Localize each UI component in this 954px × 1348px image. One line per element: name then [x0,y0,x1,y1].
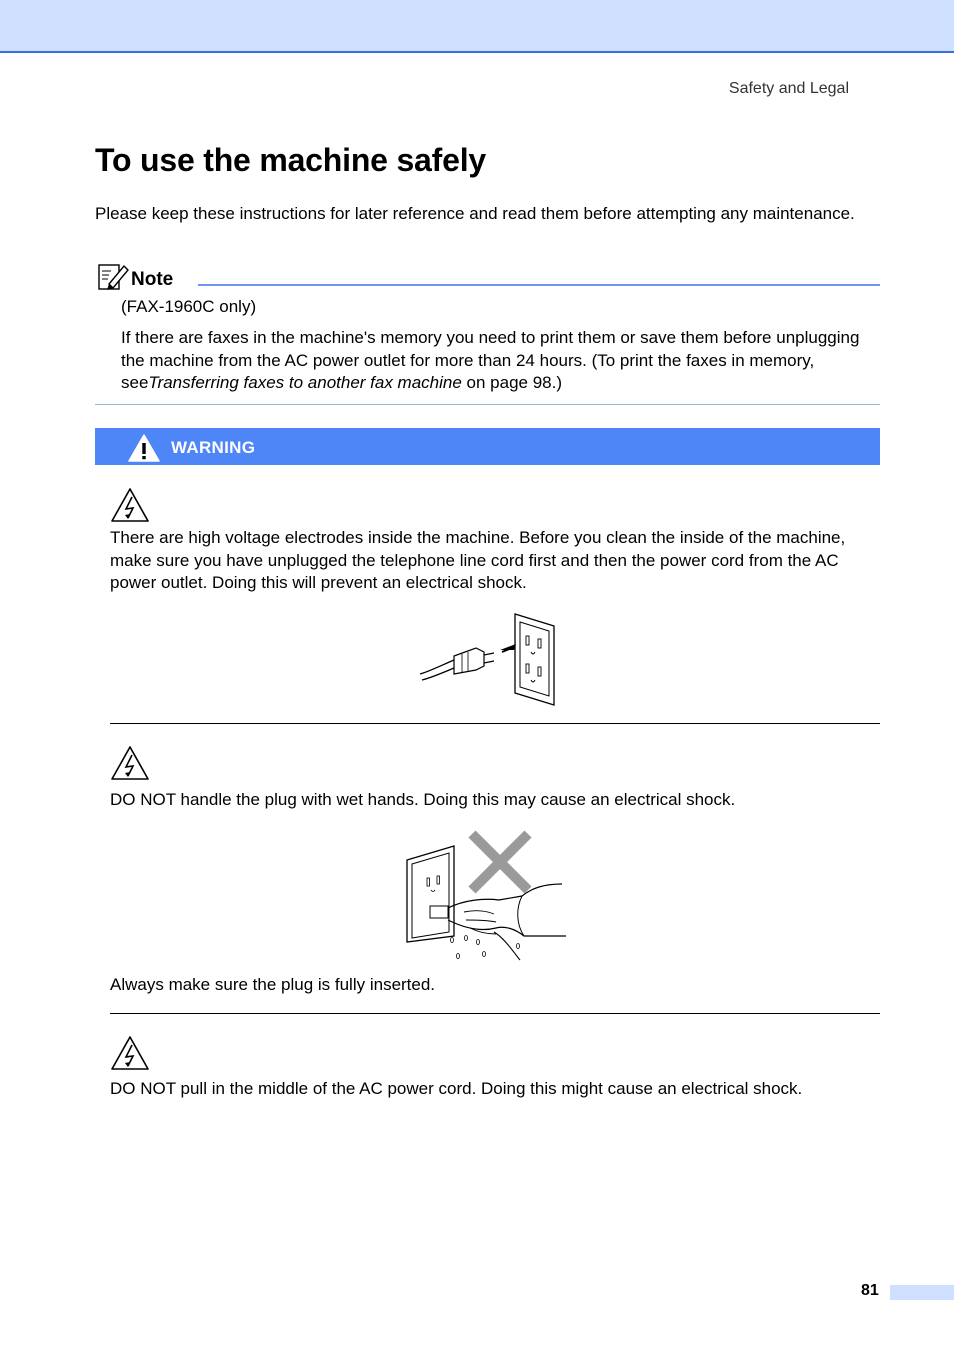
page-number: 81 [861,1282,879,1299]
running-head: Safety and Legal [728,80,849,97]
note-label: Note [131,269,174,290]
warning-exclamation-icon [127,433,161,463]
section-1-text: There are high voltage electrodes inside the machine. Before you clean the inside of the machine, make sure you have unplugged the telephone line cord first and then the power cord from the AC power outlet. Doing this will prevent an electrical shock. [110,528,846,592]
page-number-tab [890,1285,954,1300]
note-text-after: on page 98.) [461,373,563,392]
section-divider-1 [110,723,880,724]
section-2-text: DO NOT handle the plug with wet hands. Doing this may cause an electrical shock. [110,790,736,809]
high-voltage-icon [110,487,150,523]
note-pencil-icon [97,262,129,292]
high-voltage-icon [110,1035,150,1071]
top-band [0,0,954,53]
note-model: (FAX-1960C only) [121,297,257,316]
section-3-text: DO NOT pull in the middle of the AC power cord. Doing this might cause an electrical shock. [110,1079,803,1098]
warning-label: WARNING [171,438,256,457]
note-divider-top [198,284,880,286]
page-title: To use the machine safely [95,142,486,178]
note-divider-bottom [95,404,880,405]
intro-paragraph: Please keep these instructions for later reference and read them before attempting any maintenance. [95,204,855,223]
wet-hands-plug-illustration [404,828,570,964]
section-divider-2 [110,1013,880,1014]
unplug-power-cord-illustration [418,612,558,708]
note-body [121,327,881,395]
section-2-followup: Always make sure the plug is fully inserted. [110,975,436,994]
note-link[interactable]: Transferring faxes to another fax machine [148,373,462,392]
high-voltage-icon [110,745,150,781]
note-text-before: If there are faxes in the machine's memory you need to print them or save them before unplugging the machine from the AC power outlet for more than 24 hours. (To print the faxes in memory, see [121,328,860,392]
